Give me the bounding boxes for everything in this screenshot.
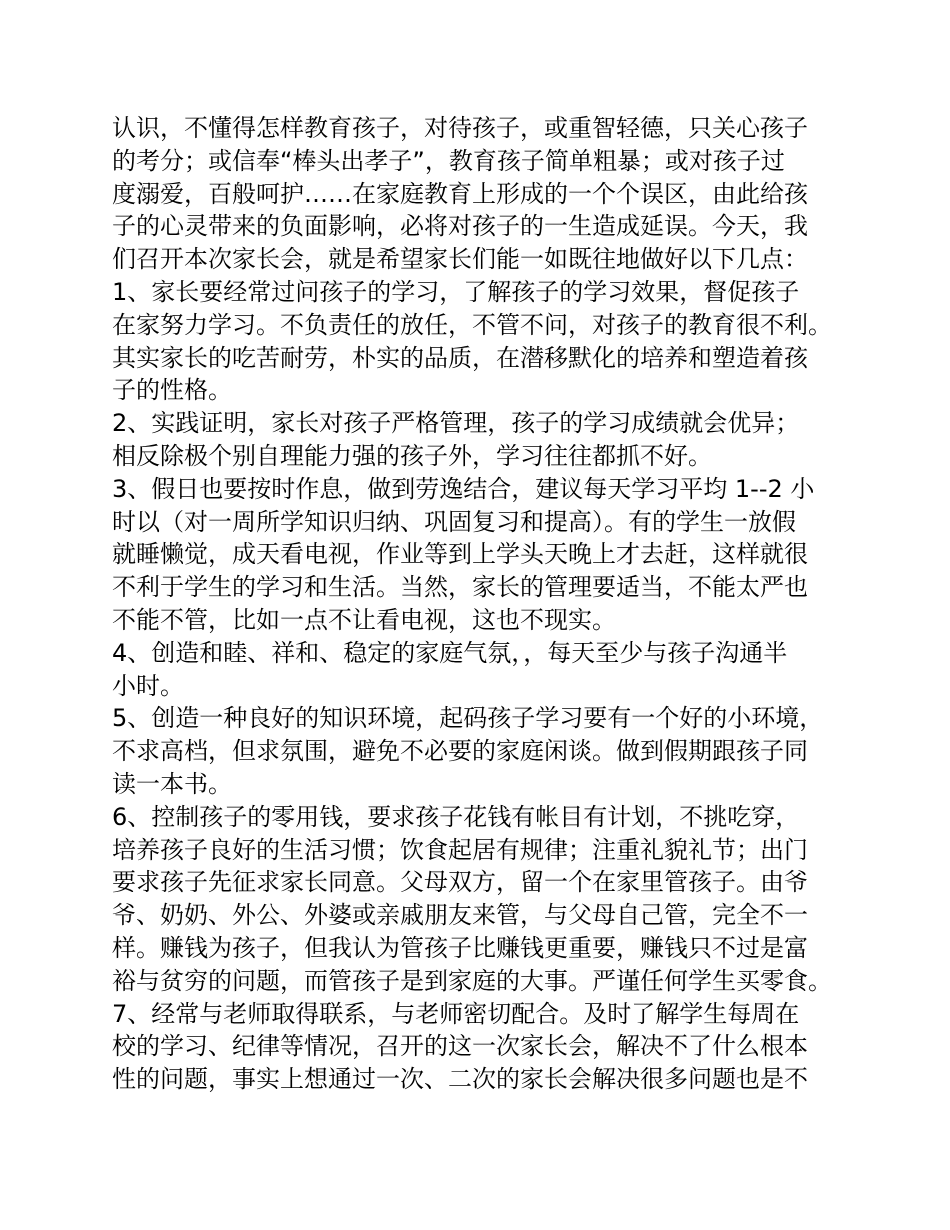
text-line: 要求孩子先征求家长同意。父母双方，留一个在家里管孩子。由爷 [112, 868, 808, 897]
text-line: 在家努力学习。不负责任的放任，不管不问，对孩子的教育很不利。 [112, 310, 832, 339]
text-line: 1、家长要经常过问孩子的学习，了解孩子的学习效果，督促孩子 [112, 277, 800, 306]
text-line: 性的问题，事实上想通过一次、二次的家长会解决很多问题也是不 [112, 1065, 808, 1094]
text-line: 子的心灵带来的负面影响，必将对孩子的一生造成延误。今天，我 [112, 212, 808, 241]
text-line: 培养孩子良好的生活习惯；饮食起居有规律；注重礼貌礼节；出门 [112, 835, 808, 864]
text-line: 校的学习、纪律等情况，召开的这一次家长会，解决不了什么根本 [112, 1032, 808, 1061]
text-line: 6、控制孩子的零用钱，要求孩子花钱有帐目有计划，不挑吃穿， [112, 802, 800, 831]
text-line: 读一本书。 [112, 769, 232, 798]
text-line: 5、创造一种良好的知识环境，起码孩子学习要有一个好的小环境， [112, 704, 824, 733]
text-line: 其实家长的吃苦耐劳，朴实的品质，在潜移默化的培养和塑造着孩 [112, 343, 808, 372]
text-line: 度溺爱，百般呵护……在家庭教育上形成的一个个误区，由此给孩 [112, 179, 808, 208]
text-line: 4、创造和睦、祥和、稳定的家庭气氛，，每天至少与孩子沟通半 [112, 638, 788, 667]
document-body [112, 112, 852, 1096]
text-line: 的考分；或信奉“棒头出孝子”，教育孩子简单粗暴；或对孩子过 [112, 146, 785, 175]
text-line: 7、经常与老师取得联系，与老师密切配合。及时了解学生每周在 [112, 999, 800, 1028]
text-line: 小时。 [112, 671, 184, 700]
text-line: 不求高档，但求氛围，避免不必要的家庭闲谈。做到假期跟孩子同 [112, 737, 808, 766]
text-line: 裕与贫穷的问题，而管孩子是到家庭的大事。严谨任何学生买零食。 [112, 966, 832, 995]
text-line: 不利于学生的学习和生活。当然，家长的管理要适当，不能太严也 [112, 573, 808, 602]
text-line: 时以（对一周所学知识归纳、巩固复习和提高）。有的学生一放假 [112, 507, 796, 536]
text-line: 们召开本次家长会，就是希望家长们能一如既往地做好以下几点： [112, 245, 808, 274]
text-line: 2、实践证明，家长对孩子严格管理，孩子的学习成绩就会优异； [112, 409, 800, 438]
text-line: 就睡懒觉，成天看电视，作业等到上学头天晚上才去赶，这样就很 [112, 540, 808, 569]
text-line: 样。赚钱为孩子，但我认为管孩子比赚钱更重要，赚钱只不过是富 [112, 933, 808, 962]
text-line: 爷、奶奶、外公、外婆或亲戚朋友来管，与父母自己管，完全不一 [112, 901, 808, 930]
text-line: 子的性格。 [112, 376, 232, 405]
text-line: 认识，不懂得怎样教育孩子，对待孩子，或重智轻德，只关心孩子 [112, 114, 808, 142]
text-line: 不能不管，比如一点不让看电视，这也不现实。 [112, 605, 616, 634]
text-line: 3、假日也要按时作息，做到劳逸结合，建议每天学习平均 1--2 小 [112, 474, 815, 503]
text-line: 相反除极个别自理能力强的孩子外，学习往往都抓不好。 [112, 441, 712, 470]
